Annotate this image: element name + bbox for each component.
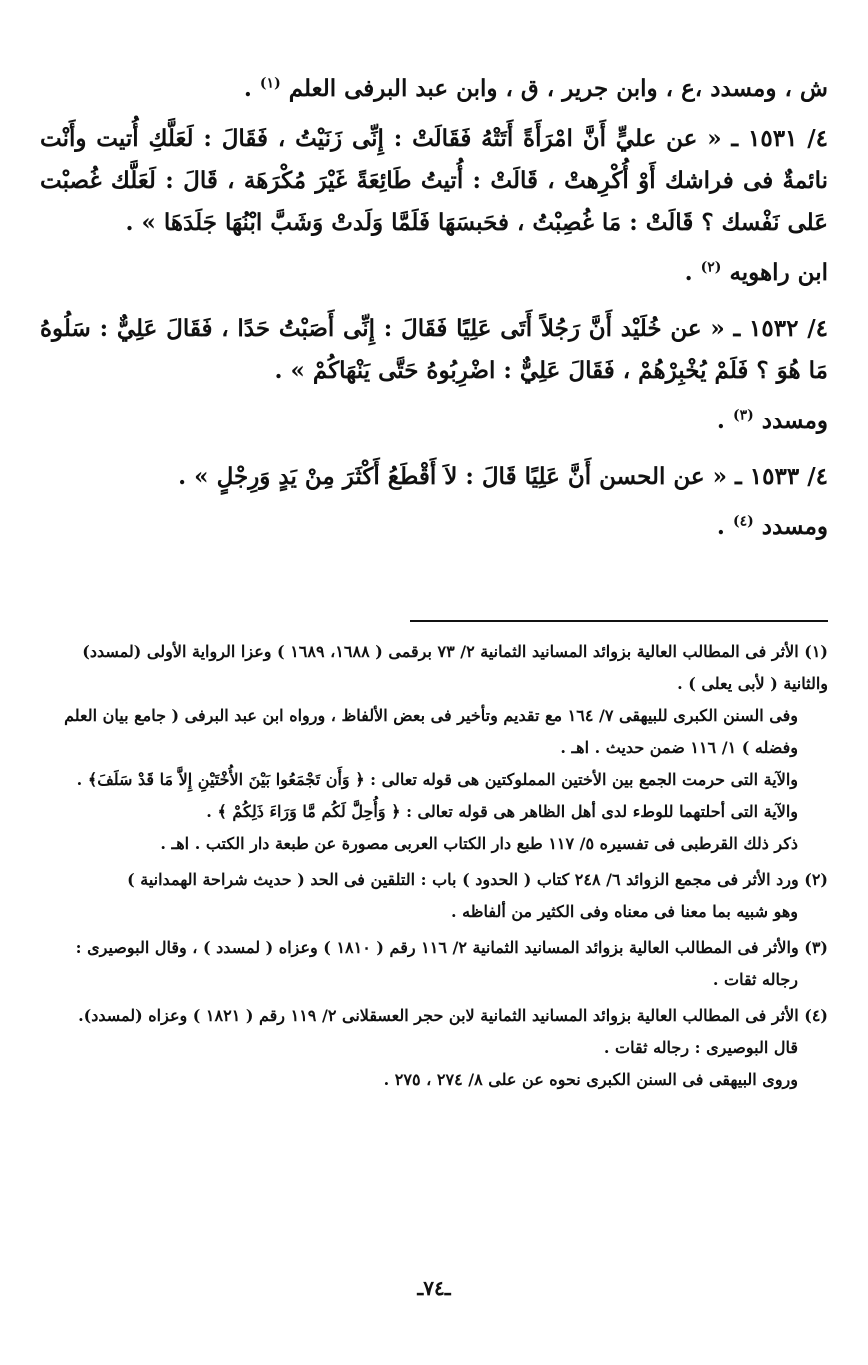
- footnote-line: رجاله ثقات .: [712, 970, 798, 989]
- footnote-line: (٢) ورد الأثر فى مجمع الزوائد ٦/ ٢٤٨ كتاب ( الحدود ) باب : التلقين فى الحد ( حديث شراحة الهمدانية ): [127, 870, 828, 889]
- source-line: [40, 68, 828, 110]
- footnote-separator: [410, 620, 828, 622]
- footnote-ref-4: (٤): [732, 513, 754, 530]
- source-line-text: ش ، ومسدد ،ع ، وابن جرير ، ق ، وابن عبد البرفى العلم: [288, 75, 828, 102]
- footnote-line: (١) الأثر فى المطالب العالية بزوائد المسانيد الثمانية ٢/ ٧٣ برقمى ( ١٦٨٨، ١٦٨٩ ) وعزا الرواية الأولى (لمسدد) والثانية ( لأبى يعلى ) .: [82, 642, 828, 693]
- footnote-ref-3: (٣): [732, 407, 754, 424]
- footnote-3: [40, 932, 828, 996]
- footnote-1: [40, 636, 828, 860]
- footnote-ref-2: (٢): [700, 259, 722, 276]
- source-tail: .: [684, 259, 701, 286]
- source-line-tail: .: [243, 75, 260, 102]
- footnote-line: وهو شبيه بما معنا فى معناه وفى الكثير من ألفاظه .: [451, 902, 798, 921]
- source-tail: .: [716, 407, 733, 434]
- hadith-1533-source: [40, 506, 828, 548]
- source-text: ابن راهويه: [729, 259, 828, 286]
- footnote-4: [40, 1000, 828, 1096]
- footnote-ref-1: (١): [259, 75, 281, 92]
- hadith-1531: ٤/ ١٥٣١ ـ « عن عليٍّ أَنَّ امْرَأَةً أَتَتْهُ فَقَالَتْ : إِنِّى زَنَيْتُ ، فَقَالَ : لَعَلَّكِ أُتيت وأَنْت نائمةٌ فى فراشك أَوْ أُكْرِهتْ ، قَالَتْ : أُتيتُ طَائِعَةً غَيْرَ مُكْرَهَة ، قَالَ : لَعَلَّك غُصبْت عَلى نَفْسك ؟ قَالَتْ : مَا غُصِبْتُ ، فحَبسَهَا فَلَمَّا وَلَدتْ وَشَبَّ ابْنُهَا جَلَدَهَا » .: [40, 125, 828, 236]
- footnote-line: والآية التى حرمت الجمع بين الأختين المملوكتين هى قوله تعالى : ﴿ وَأَن تَجْمَعُوا بَيْنَ الأُخْتَيْنِ إِلاَّ مَا قَدْ سَلَفَ﴾ .: [76, 770, 798, 789]
- footnote-line: (٤) الأثر فى المطالب العالية بزوائد المسانيد الثمانية لابن حجر العسقلانى ٢/ ١١٩ رقم ( ١٨٢١ ) وعزاه (لمسدد).: [78, 1006, 828, 1025]
- footnote-line: والآية التى أحلتهما للوطء لدى أهل الظاهر هى قوله تعالى : ﴿ وَأُحِلَّ لَكُم مَّا وَرَاءَ ذَلِكُمْ ﴾ .: [206, 802, 798, 821]
- hadith-1532: ٤/ ١٥٣٢ ـ « عن خُلَيْد أَنَّ رَجُلاً أَتَى عَلِيًا فَقَالَ : إِنِّى أَصَبْتُ حَدًا ، فَقَالَ عَلِيٌّ : سَلُوهُ مَا هُوَ ؟ فَلَمْ يُخْبِرْهُمْ ، فَقَالَ عَلِيٌّ : اضْرِبُوهُ حَتَّى يَنْهَاكُمْ » .: [40, 315, 828, 384]
- footnote-line: وروى البيهقى فى السنن الكبرى نحوه عن على ٨/ ٢٧٤ ، ٢٧٥ .: [383, 1070, 798, 1089]
- footnote-line: (٣) والأثر فى المطالب العالية بزوائد المسانيد الثمانية ٢/ ١١٦ رقم ( ١٨١٠ ) وعزاه ( لمسدد ) ، وقال البوصيرى :: [75, 938, 828, 957]
- footnotes: [40, 636, 828, 1100]
- footnote-2: [40, 864, 828, 928]
- source-text: ومسدد: [761, 407, 828, 434]
- source-tail: .: [716, 513, 733, 540]
- main-text: [40, 68, 828, 562]
- footnote-line: وفى السنن الكبرى للبيهقى ٧/ ١٦٤ مع تقديم وتأخير فى بعض الألفاظ ، ورواه ابن عبد البرفى ( جامع بيان العلم وفضله ) ١/ ١١٦ ضمن حديث . اهـ .: [64, 706, 798, 757]
- page-number: ـ٧٤ـ: [417, 1276, 451, 1300]
- source-text: ومسدد: [761, 513, 828, 540]
- hadith-1532-source: [40, 400, 828, 442]
- footnote-line: ذكر ذلك القرطبى فى تفسيره ٥/ ١١٧ طبع دار الكتاب العربى مصورة عن طبعة دار الكتب . اهـ .: [160, 834, 798, 853]
- hadith-1531-source: [40, 252, 828, 294]
- footnote-line: قال البوصيرى : رجاله ثقات .: [603, 1038, 798, 1057]
- hadith-1533: ٤/ ١٥٣٣ ـ « عن الحسن أَنَّ عَلِيًا قَالَ : لاَ أَقْطَعُ أَكْثَرَ مِنْ يَدٍ وَرِجْلٍ » .: [178, 463, 828, 490]
